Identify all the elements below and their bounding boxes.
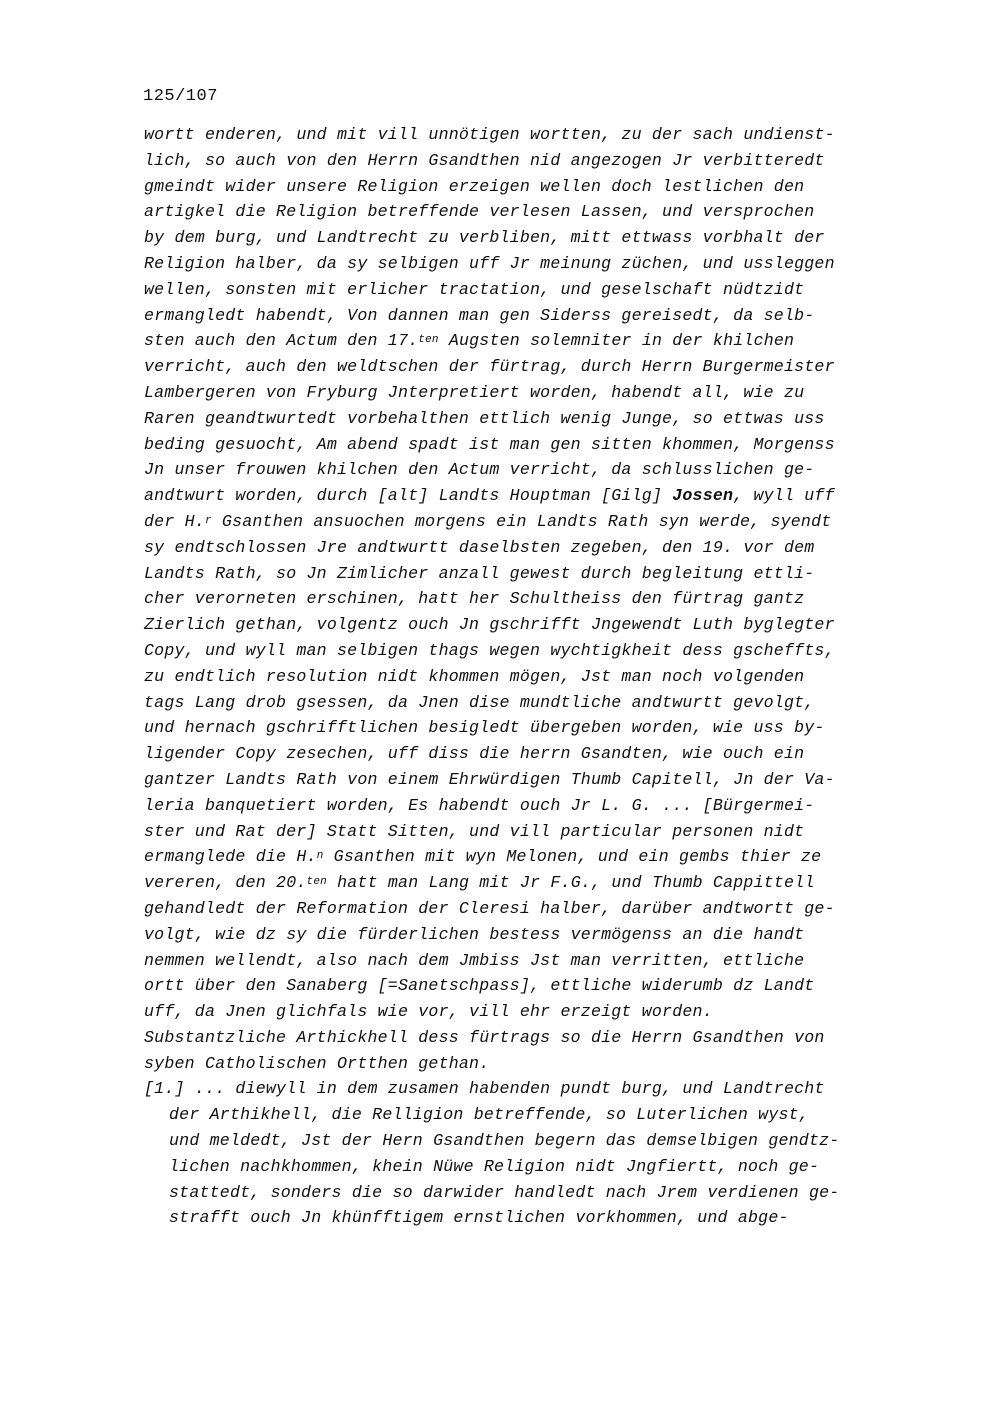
text-segment: volgt, wie dz sy die fürderlichen bestess vermögenss an die handt [144,924,805,944]
text-segment: Zierlich gethan, volgentz ouch Jn gschrifft Jngewendt Luth byglegter [144,615,835,635]
text-segment: Jn unser frouwen khilchen den Actum verricht, da schlusslichen ge- [144,460,815,480]
text-segment: lichen nachkhommen, khein Nüwe Religion nidt Jngfiertt, noch ge- [169,1156,820,1176]
text-line [144,690,914,716]
text-segment: gmeindt wider unsere Religion erzeigen wellen doch lestlichen den [144,176,805,196]
text-segment: verricht, auch den weldtschen der fürtrag, durch Herrn Burgermeister [144,357,835,377]
text-segment: stattedt, sonders die so darwider handledt nach Jrem verdienen ge- [169,1182,840,1202]
text-segment: wellen, sonsten mit erlicher tractation, und geselschaft nüdtzidt [144,279,805,299]
text-segment: der H. [144,511,205,531]
text-segment: hatt man Lang mit Jr F.G., und Thumb Cappittell [326,873,815,893]
text-segment: , wyll uff [733,486,835,506]
text-segment: cher verorneten erschinen, hatt her Schultheiss den fürtrag gantz [144,589,805,609]
text-line [144,664,914,690]
text-line [144,999,914,1025]
text-segment: Copy, und wyll man selbigen thags wegen wychtigkheit dess gscheffts, [144,640,835,660]
text-segment: strafft ouch Jn khünfftigem ernstlichen vorkhommen, und abge- [169,1208,789,1228]
text-line [144,819,914,845]
text-line [144,896,914,922]
text-segment: vereren, den 20. [144,873,307,893]
text-segment: gehandledt der Reformation der Cleresi halber, darüber andtwortt ge- [144,898,835,918]
text-segment: ermangledt habendt, Von dannen man gen Siderss gereisedt, da selb- [144,305,815,325]
text-segment: Augsten solemniter in der khilchen [438,331,795,351]
text-segment: Substantzliche Arthickhell dess fürtrags so die Herrn Gsandthen von [144,1027,825,1047]
text-line [144,225,914,251]
text-segment: andtwurt worden, durch [alt] Landts Houptman [Gilg] [144,486,673,506]
text-line [144,1076,914,1102]
text-segment: der Arthikhell, die Relligion betreffende, so Luterlichen wyst, [169,1105,809,1125]
text-line [144,561,914,587]
text-segment: ster und Rat der] Statt Sitten, und vill particular personen nidt [144,821,805,841]
text-segment: lich, so auch von den Herrn Gsandthen nid angezogen Jr verbitteredt [144,150,825,170]
text-line [144,1128,914,1154]
text-line [144,715,914,741]
text-line [144,457,914,483]
superscript: ten [306,876,327,889]
text-segment: Gsanthen mit wyn Melonen, und ein gembs thier ze [323,847,822,867]
text-segment: und meldedt, Jst der Hern Gsandthen begern das demselbigen gendtz- [169,1131,840,1151]
text-line [144,380,914,406]
document-body [144,122,914,1231]
superscript: r [204,514,212,527]
text-line [144,870,914,896]
text-line [144,406,914,432]
text-segment: Religion halber, da sy selbigen uff Jr meinung züchen, und ussleggen [144,253,835,273]
text-line [144,767,914,793]
text-line [144,1051,914,1077]
text-line [144,251,914,277]
text-segment: ligender Copy zesechen, uff diss die herrn Gsandten, wie ouch ein [144,744,805,764]
text-segment: ermanglede die H. [144,847,317,867]
superscript: n [316,850,324,863]
bold-name: Jossen [672,486,734,506]
text-line [144,973,914,999]
text-segment: leria banquetiert worden, Es habendt ouch Jr L. G. ... [Bürgermei- [144,795,815,815]
text-line [144,1180,914,1206]
text-line [144,328,914,354]
text-line [144,432,914,458]
text-line [144,1205,914,1231]
page-number: 125/107 [143,87,218,106]
text-segment: Lambergeren von Fryburg Jnterpretiert worden, habendt all, wie zu [144,382,805,402]
text-line [144,535,914,561]
text-line [144,509,914,535]
text-line [144,1154,914,1180]
text-line [144,303,914,329]
text-segment: syben Catholischen Ortthen gethan. [144,1053,490,1073]
text-segment: sten auch den Actum den 17. [144,331,419,351]
text-line [144,1102,914,1128]
text-segment: gantzer Landts Rath von einem Ehrwürdigen Thumb Capitell, Jn der Va- [144,769,835,789]
text-segment: Gsanthen ansuochen morgens ein Landts Rath syn werde, syendt [211,511,832,531]
text-line [144,741,914,767]
text-line [144,199,914,225]
text-segment: wortt enderen, und mit vill unnötigen wortten, zu der sach undienst- [144,125,835,144]
text-segment: artigkel die Religion betreffende verlesen Lassen, und versprochen [144,202,815,222]
text-line [144,277,914,303]
text-segment: zu endtlich resolution nidt khommen mögen, Jst man noch volgenden [144,666,805,686]
text-line [144,148,914,174]
text-line [144,844,914,870]
text-line [144,1025,914,1051]
text-line [144,948,914,974]
text-segment: und hernach gschrifftlichen besigledt übergeben worden, wie uss by- [144,718,825,738]
text-line [144,483,914,509]
text-segment: sy endtschlossen Jre andtwurtt daselbsten zegeben, den 19. vor dem [144,537,815,557]
text-line [144,122,914,148]
text-line [144,793,914,819]
text-segment: uff, da Jnen glichfals wie vor, vill ehr erzeigt worden. [144,1002,713,1022]
text-line [144,612,914,638]
text-segment: nemmen wellendt, also nach dem Jmbiss Jst man verritten, ettliche [144,950,805,970]
text-segment: ortt über den Sanaberg [=Sanetschpass], ettliche widerumb dz Landt [144,976,815,996]
text-segment: tags Lang drob gsessen, da Jnen dise mundtliche andtwurtt gevolgt, [144,692,815,712]
text-line [144,586,914,612]
text-line [144,638,914,664]
text-line [144,354,914,380]
superscript: ten [418,334,439,347]
text-line [144,174,914,200]
text-segment: Raren geandtwurtedt vorbehalthen ettlich wenig Junge, so ettwas uss [144,408,825,428]
text-segment: [1.] ... diewyll in dem zusamen habenden pundt burg, und Landtrecht [144,1079,825,1099]
text-segment: beding gesuocht, Am abend spadt ist man gen sitten khommen, Morgenss [144,434,835,454]
text-line [144,922,914,948]
text-segment: by dem burg, und Landtrecht zu verbliben, mitt ettwass vorbhalt der [144,228,825,248]
text-segment: Landts Rath, so Jn Zimlicher anzall gewest durch begleitung ettli- [144,563,815,583]
